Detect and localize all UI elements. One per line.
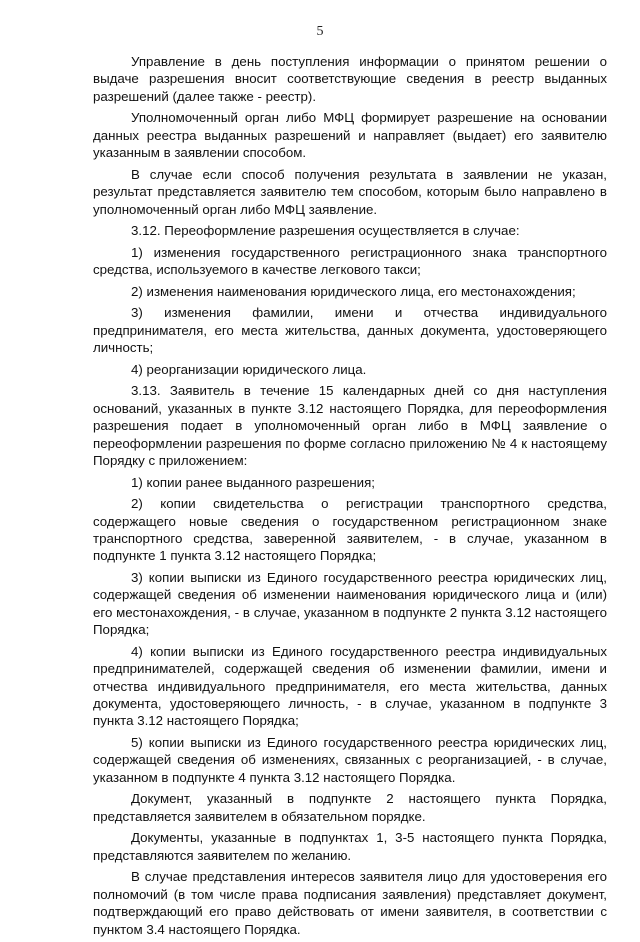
list-item-3-12-3: 3) изменения фамилии, имени и отчества индивидуального предпринимателя, его места жительства, данных документа, удостоверяющего личность; (93, 305, 607, 356)
paragraph-registry-entry: Управление в день поступления информации о принятом решении о выдаче разрешения вносит соответствующие сведения в реестр выданных разрешений (далее также - реестр). (93, 54, 607, 104)
paragraph-default-delivery: В случае если способ получения результата в заявлении не указан, результат представляется заявителю тем способом, которым было направлено в уполномоченный орган либо МФЦ заявление. (93, 166, 607, 217)
list-item-3-13-2: 2) копии свидетельства о регистрации транспортного средства, содержащего новые сведения о государственном регистрационном знаке транспортного средства, заверенной заявителем, - в случае, указанном в подпункте 1 пункта 3.12 настоящего Порядка; (93, 496, 607, 564)
paragraph-representative-authority: В случае представления интересов заявителя лицо для удостоверения его полномочий (в том числе права подписания заявления) представляет документ, подтверждающий его право действовать от имени заявителя, в соответствии с пунктом 3.4 настоящего Порядка. (93, 869, 607, 937)
list-item-3-13-1: 1) копии ранее выданного разрешения; (131, 474, 376, 490)
list-item-3-12-2: 2) изменения наименования юридического лица, его местонахождения; (131, 283, 576, 299)
list-item-3-12-1: 1) изменения государственного регистрационного знака транспортного средства, используемого в качестве легкового такси; (93, 244, 607, 278)
list-item-3-13-5: 5) копии выписки из Единого государственного реестра юридических лиц, содержащей сведения об изменениях, связанных с реорганизацией, - в случае, указанном в подпункте 4 пункта 3.12 настоящего Порядка. (93, 735, 607, 785)
list-item-3-13-4: 4) копии выписки из Единого государственного реестра индивидуальных предпринимателей, содержащей сведения об изменении фамилии, имени и отчества индивидуального предпринимателя, его места жительства, данных документа, удостоверяющего личность, - в случае, указанном в подпункте 3 пункта 3.12 настоящего Порядка; (93, 643, 607, 729)
paragraph-mandatory-document: Документ, указанный в подпункте 2 настоящего пункта Порядка, представляется заявителем в обязательном порядке. (93, 791, 607, 824)
page-number: 5 (316, 24, 324, 39)
document-body (93, 53, 607, 942)
paragraph-permit-formation: Уполномоченный орган либо МФЦ формирует разрешение на основании данных реестра выданных разрешений и направляет (выдает) его заявителю указанным в заявлении способом. (93, 110, 607, 161)
paragraph-optional-documents: Документы, указанные в подпунктах 1, 3-5 настоящего пункта Порядка, представляются заявителем по желанию. (93, 830, 607, 863)
list-item-3-12-4: 4) реорганизации юридического лица. (131, 361, 367, 377)
paragraph-3-12-heading: 3.12. Переоформление разрешения осуществляется в случае: (131, 223, 520, 239)
paragraph-3-13-heading: 3.13. Заявитель в течение 15 календарных дней со дня наступления оснований, указанных в пункте 3.12 настоящего Порядка, для переоформления разрешения подает в уполномоченный орган либо в МФЦ заявление о переоформлении разрешения по форме согласно приложению № 4 к настоящему Порядку с приложением: (93, 383, 607, 469)
list-item-3-13-3: 3) копии выписки из Единого государственного реестра юридических лиц, содержащей сведения об изменении наименования юридического лица и (или) его местонахождения, - в случае, указанном в подпункте 2 пункта 3.12 настоящего Порядка; (93, 570, 607, 638)
